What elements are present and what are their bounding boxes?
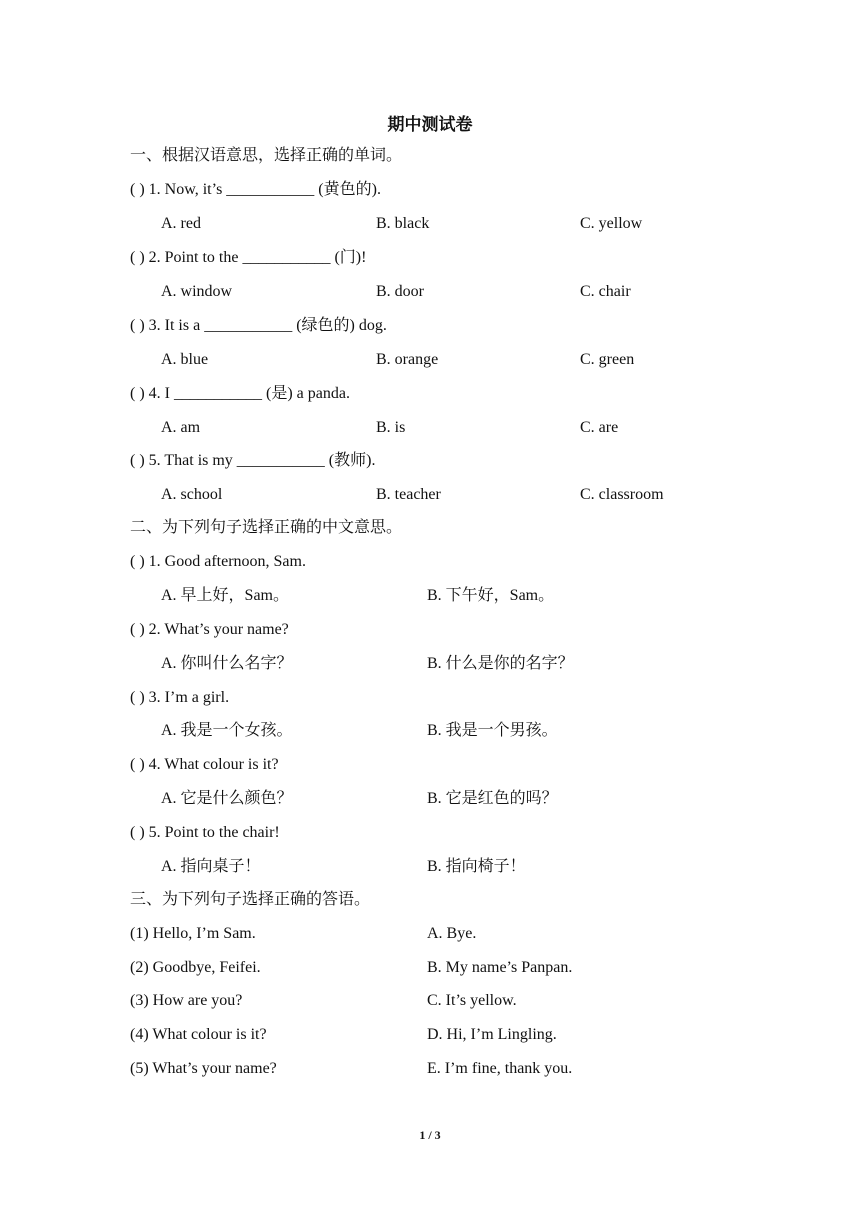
s3-prompt-4: (4) What colour is it?: [130, 1026, 267, 1043]
s1-q2-option-b: B. door: [376, 283, 424, 300]
s3-answer-a: A. Bye.: [427, 925, 477, 942]
s2-q3-option-b: B. 我是一个男孩。: [427, 722, 558, 739]
s1-q1-stem: ( ) 1. Now, it’s ___________ (黄色的).: [130, 181, 381, 198]
s1-q1-option-c: C. yellow: [580, 215, 643, 232]
s1-q2-option-c: C. chair: [580, 283, 631, 300]
s1-q5-stem: ( ) 5. That is my ___________ (教师).: [130, 452, 376, 469]
s1-q3-option-c: C. green: [580, 351, 635, 368]
s3-prompt-2: (2) Goodbye, Feifei.: [130, 959, 261, 976]
s3-answer-b: B. My name’s Panpan.: [427, 959, 573, 976]
section-3-heading: 三、为下列句子选择正确的答语。: [130, 891, 371, 908]
page-title: 期中测试卷: [387, 115, 473, 134]
s2-q4-option-a: A. 它是什么颜色？: [161, 790, 293, 807]
s1-q2-option-a: A. window: [161, 283, 233, 300]
s3-prompt-3: (3) How are you?: [130, 992, 243, 1009]
s3-prompt-5: (5) What’s your name?: [130, 1060, 277, 1077]
section-1-heading: 一、根据汉语意思，选择正确的单词。: [130, 147, 403, 164]
s1-q3-option-a: A. blue: [161, 351, 209, 368]
s2-q4-option-b: B. 它是红色的吗？: [427, 790, 558, 807]
section-2-heading: 二、为下列句子选择正确的中文意思。: [130, 519, 403, 536]
s2-q2-option-b: B. 什么是你的名字？: [427, 655, 574, 672]
s3-answer-d: D. Hi, I’m Lingling.: [427, 1026, 557, 1043]
s1-q2-stem: ( ) 2. Point to the ___________ (门)!: [130, 249, 367, 266]
s1-q1-option-a: A. red: [161, 215, 201, 232]
s2-q5-stem: ( ) 5. Point to the chair!: [130, 824, 280, 841]
s3-answer-e: E. I’m fine, thank you.: [427, 1060, 573, 1077]
s2-q1-option-a: A. 早上好，Sam。: [161, 587, 290, 604]
s2-q3-stem: ( ) 3. I’m a girl.: [130, 689, 230, 706]
page-number: 1 / 3: [419, 1128, 441, 1142]
s2-q1-option-b: B. 下午好，Sam。: [427, 587, 555, 604]
s2-q5-option-b: B. 指向椅子！: [427, 858, 526, 875]
s1-q4-option-b: B. is: [376, 419, 406, 436]
s2-q5-option-a: A. 指向桌子！: [161, 858, 261, 875]
s2-q4-stem: ( ) 4. What colour is it?: [130, 756, 279, 773]
s1-q4-stem: ( ) 4. I ___________ (是) a panda.: [130, 385, 350, 402]
s3-answer-c: C. It’s yellow.: [427, 992, 517, 1009]
s1-q1-option-b: B. black: [376, 215, 430, 232]
s1-q5-option-c: C. classroom: [580, 486, 664, 503]
s2-q2-option-a: A. 你叫什么名字？: [161, 655, 293, 672]
s1-q4-option-c: C. are: [580, 419, 619, 436]
s3-prompt-1: (1) Hello, I’m Sam.: [130, 925, 256, 942]
s2-q3-option-a: A. 我是一个女孩。: [161, 722, 293, 739]
s2-q2-stem: ( ) 2. What’s your name?: [130, 621, 289, 638]
s1-q5-option-b: B. teacher: [376, 486, 441, 503]
s1-q3-stem: ( ) 3. It is a ___________ (绿色的) dog.: [130, 317, 387, 334]
s2-q1-stem: ( ) 1. Good afternoon, Sam.: [130, 553, 306, 570]
s1-q5-option-a: A. school: [161, 486, 223, 503]
s1-q4-option-a: A. am: [161, 419, 201, 436]
s1-q3-option-b: B. orange: [376, 351, 439, 368]
